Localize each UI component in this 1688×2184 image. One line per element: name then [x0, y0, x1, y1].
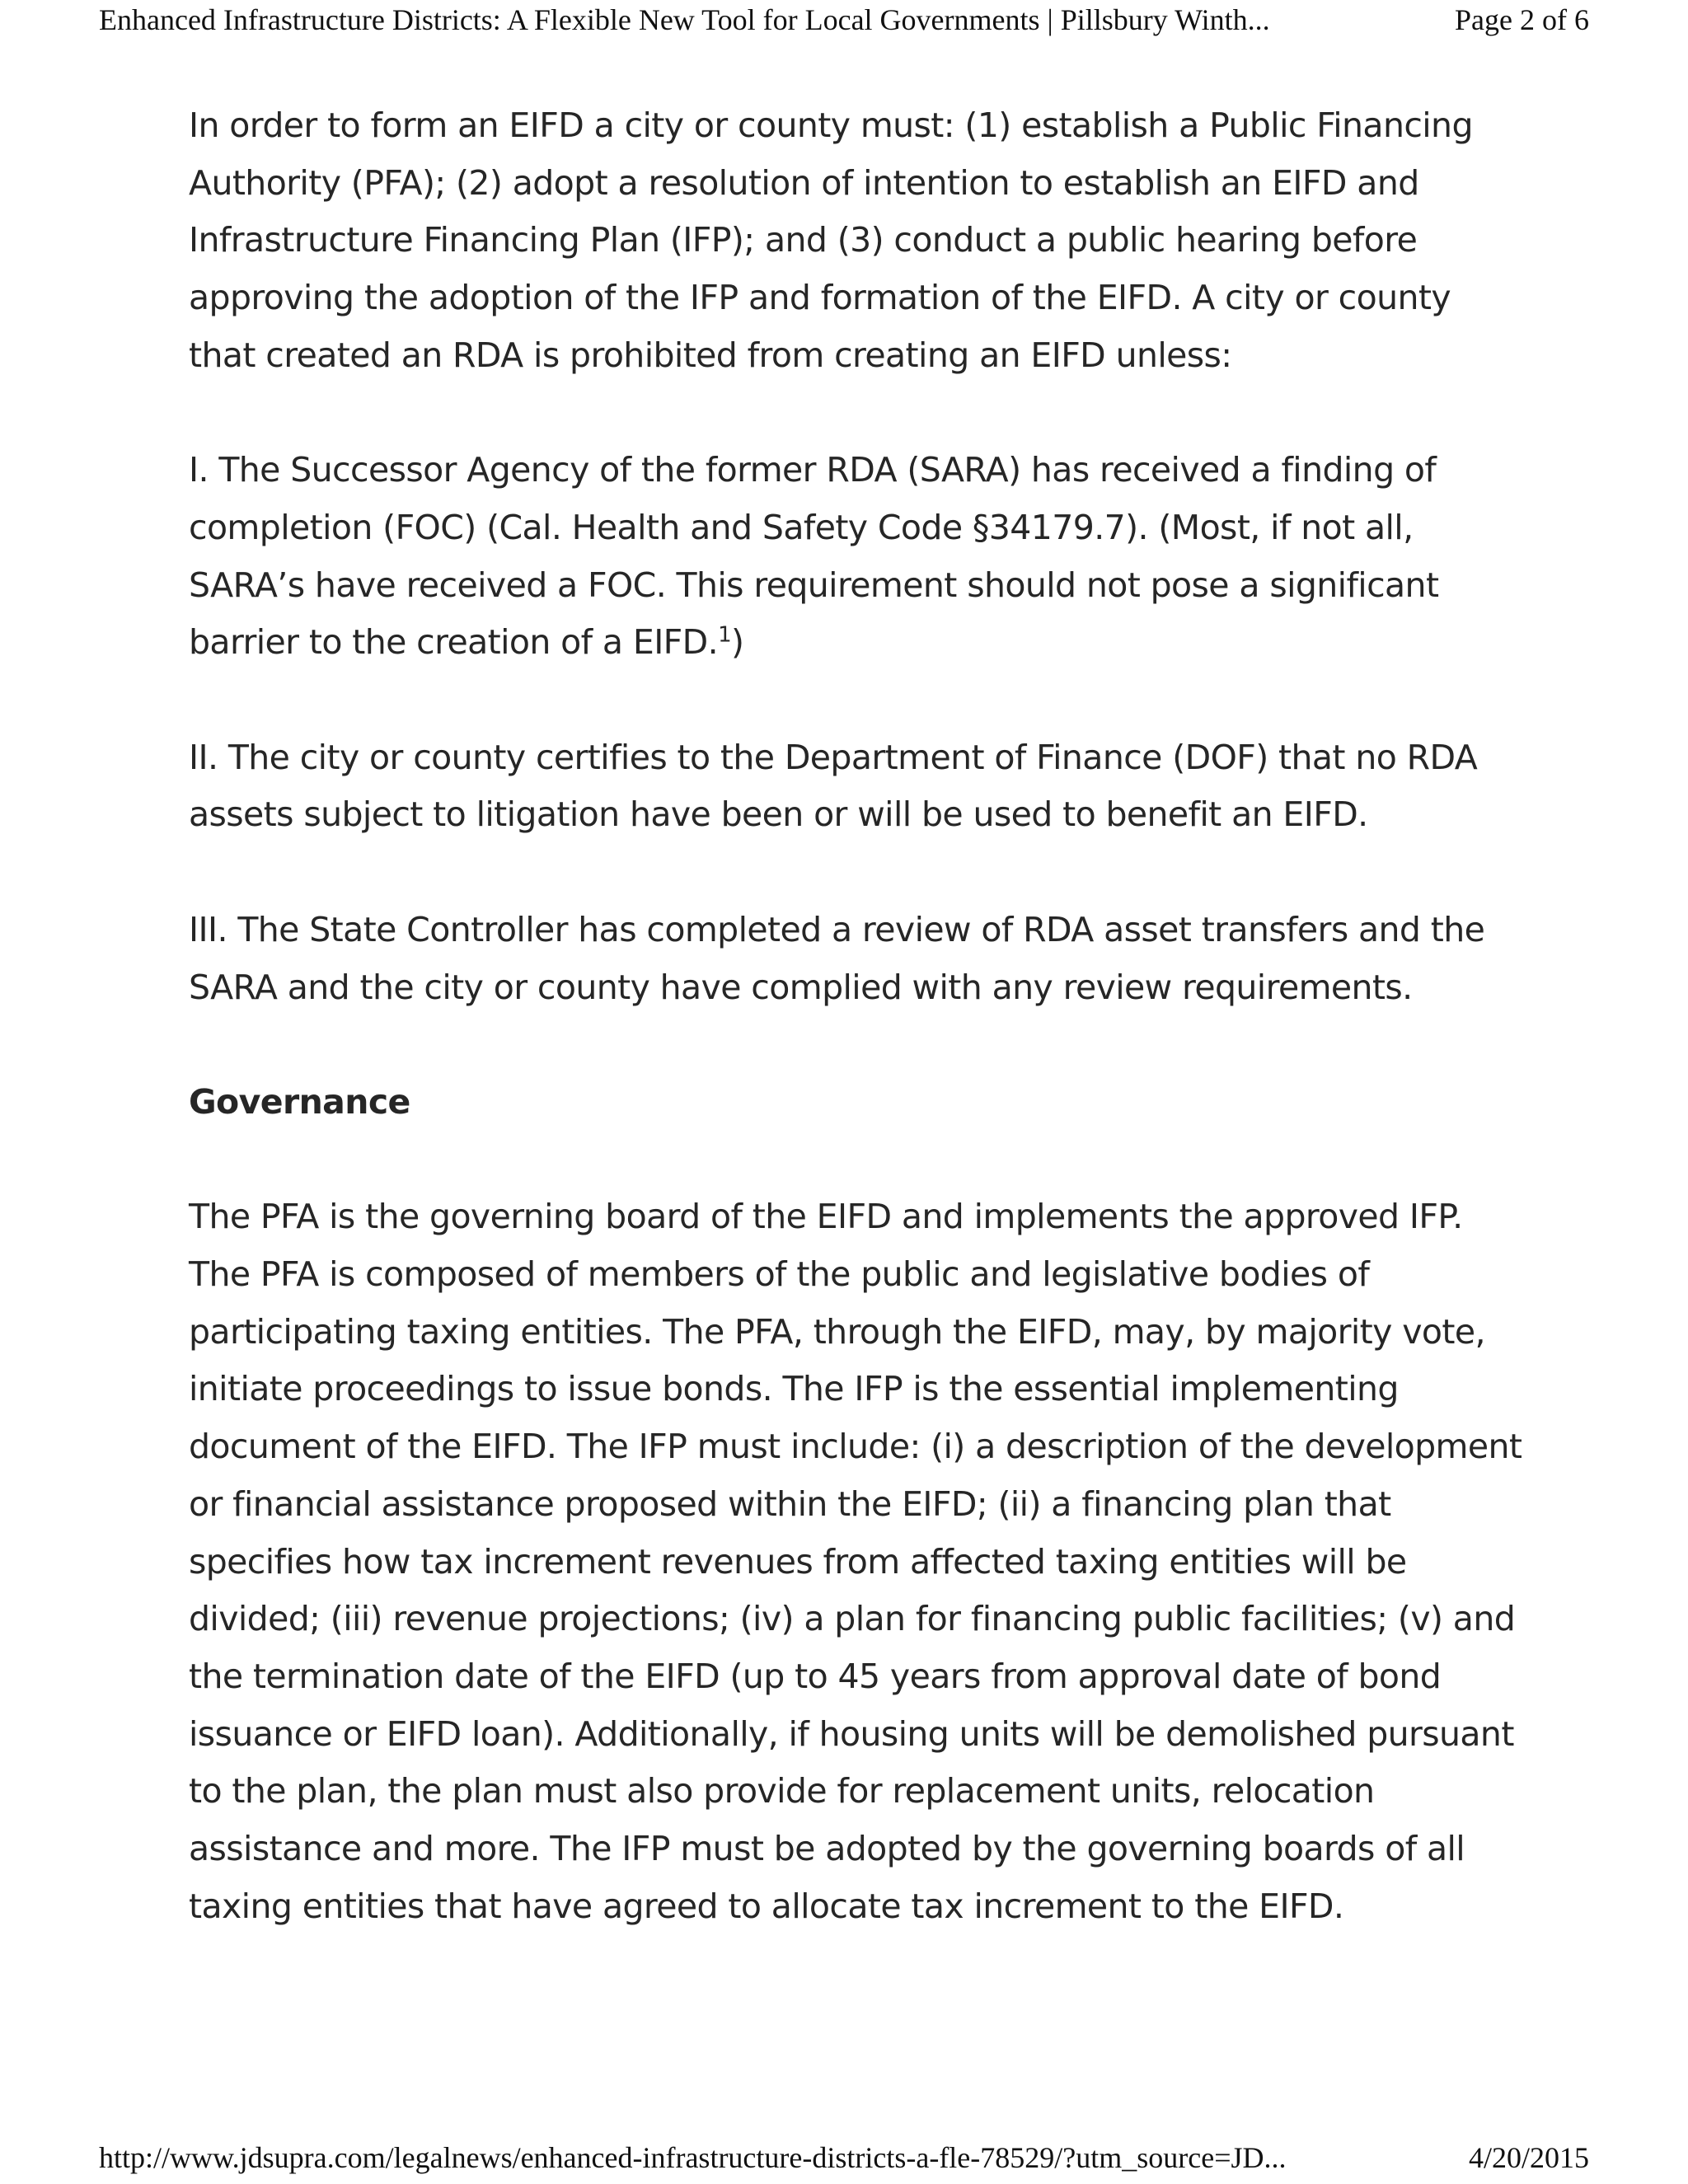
article-body: [189, 97, 1524, 1993]
print-date: 4/20/2015: [1468, 2141, 1589, 2174]
condition-item-2: II. The city or county certifies to the Department of Finance (DOF) that no RDA assets subject to litigation have been or will be used to benefit an EIFD.: [189, 737, 1478, 835]
condition-item-3: III. The State Controller has completed a review of RDA asset transfers and the SARA and the city or county have complied with any review requirements.: [189, 909, 1485, 1007]
governance-paragraph: The PFA is the governing board of the EIFD and implements the approved IFP. The PFA is composed of members of the public and legislative bodies of participating taxing entities. The PFA, through the EIFD, may, by majority vote, initiate proceedings to issue bonds. The IFP is the essential implementing document of the EIFD. The IFP must include: (i) a description of the development or financial assistance proposed within the EIFD; (ii) a financing plan that specifies how tax increment revenues from affected taxing entities will be divided; (iii) revenue projections; (iv) a plan for financing public facilities; (v) and the termination date of the EIFD (up to 45 years from approval date of bond issuance or EIFD loan). Additionally, if housing units will be demolished pursuant to the plan, the plan must also provide for replacement units, relocation assistance and more. The IFP must be adopted by the governing boards of all taxing entities that have agreed to allocate tax increment to the EIFD.: [189, 1197, 1522, 1926]
condition-item-1-close: ): [731, 622, 744, 663]
governance-heading: Governance: [189, 1081, 410, 1122]
document-title: Enhanced Infrastructure Districts: A Flexible New Tool for Local Governments | Pillsbury Winth...: [99, 3, 1270, 36]
intro-paragraph: In order to form an EIFD a city or county must: (1) establish a Public Financing Authority (PFA); (2) adopt a resolution of intention to establish an EIFD and Infrastructure Financing Plan (IFP); and (3) conduct a public hearing before approving the adoption of the IFP and formation of the EIFD. A city or county that created an RDA is prohibited from creating an EIFD unless:: [189, 105, 1473, 375]
condition-item-1: [189, 442, 1524, 672]
page-number: Page 2 of 6: [1455, 3, 1589, 36]
footnote-marker[interactable]: 1: [718, 622, 732, 648]
condition-item-1-text: I. The Successor Agency of the former RDA (SARA) has received a finding of completion (FOC) (Cal. Health and Safety Code §34179.7). (Most, if not all, SARA’s have received a FOC. This requirement should not pose a significant barrier to the creation of a EIFD.: [189, 450, 1439, 663]
print-footer: [99, 2139, 1589, 2179]
page-url: http://www.jdsupra.com/legalnews/enhanced-infrastructure-districts-a-fle-78529/?utm_source=JD...: [99, 2141, 1287, 2174]
print-header: [99, 2, 1589, 41]
